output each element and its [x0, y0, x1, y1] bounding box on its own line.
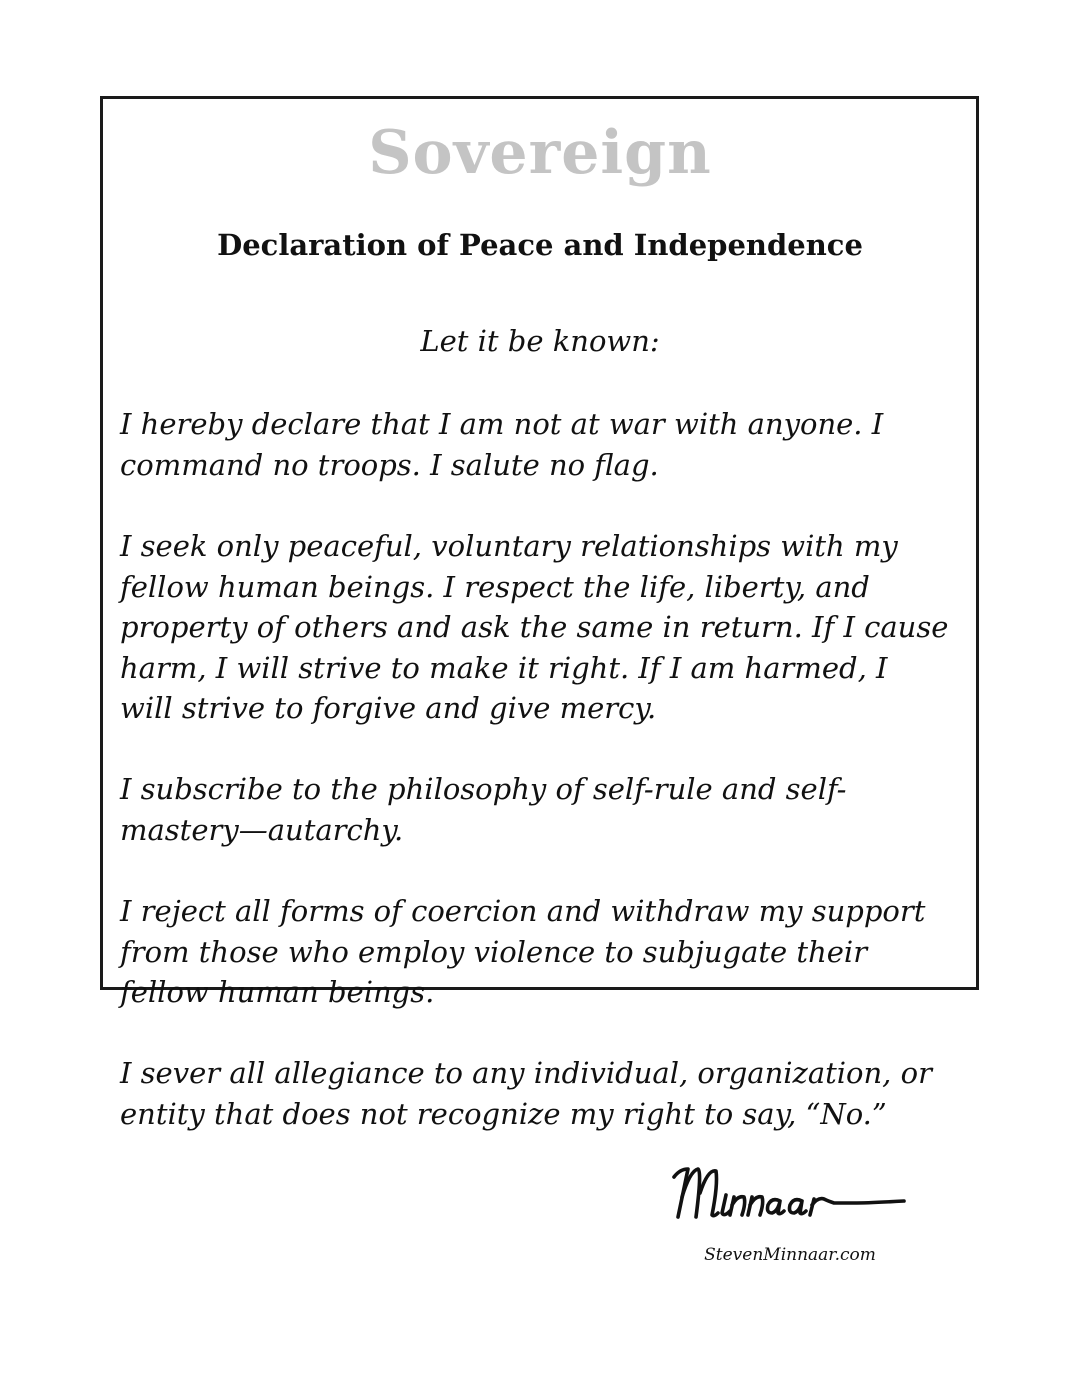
paragraph-self-rule — [120, 769, 970, 850]
paragraph-line: fellow human beings. — [120, 975, 435, 1009]
paragraph-line: command no troops. I salute no flag. — [120, 447, 659, 482]
lead-line: Let it be known: — [420, 324, 660, 358]
paragraph-line: I hereby declare that I am not at war with anyone. I — [120, 407, 884, 441]
paragraph-line: will strive to forgive and give mercy. — [120, 691, 657, 725]
website-url: StevenMinnaar.com — [704, 1245, 876, 1265]
paragraph-peace — [120, 404, 970, 485]
paragraph-line: harm, I will strive to make it right. If I am harmed, I — [120, 650, 888, 685]
paragraph-line: fellow human beings. I respect the life, liberty, and — [120, 569, 870, 604]
paragraph-line: I sever all allegiance to any individual, organization, or — [120, 1056, 932, 1090]
handwritten-signature — [668, 1157, 912, 1229]
page-subtitle: Declaration of Peace and Independence — [217, 228, 863, 262]
paragraph-voluntary-relationships — [120, 526, 970, 729]
paragraph-reject-coercion — [120, 891, 970, 1013]
paragraph-line: I subscribe to the philosophy of self-rule and self- — [120, 772, 847, 806]
paragraph-line: I seek only peaceful, voluntary relationships with my — [120, 529, 898, 563]
paragraph-line: I reject all forms of coercion and withdraw my support — [120, 894, 926, 928]
paragraph-line: mastery—autarchy. — [120, 812, 404, 847]
page-title: Sovereign — [368, 118, 712, 188]
paragraph-line: property of others and ask the same in return. If I cause — [120, 610, 949, 644]
paragraph-line: from those who employ violence to subjugate their — [120, 934, 868, 969]
paragraph-sever-allegiance — [120, 1053, 970, 1134]
paragraph-line: entity that does not recognize my right to say, “No.” — [120, 1096, 887, 1131]
